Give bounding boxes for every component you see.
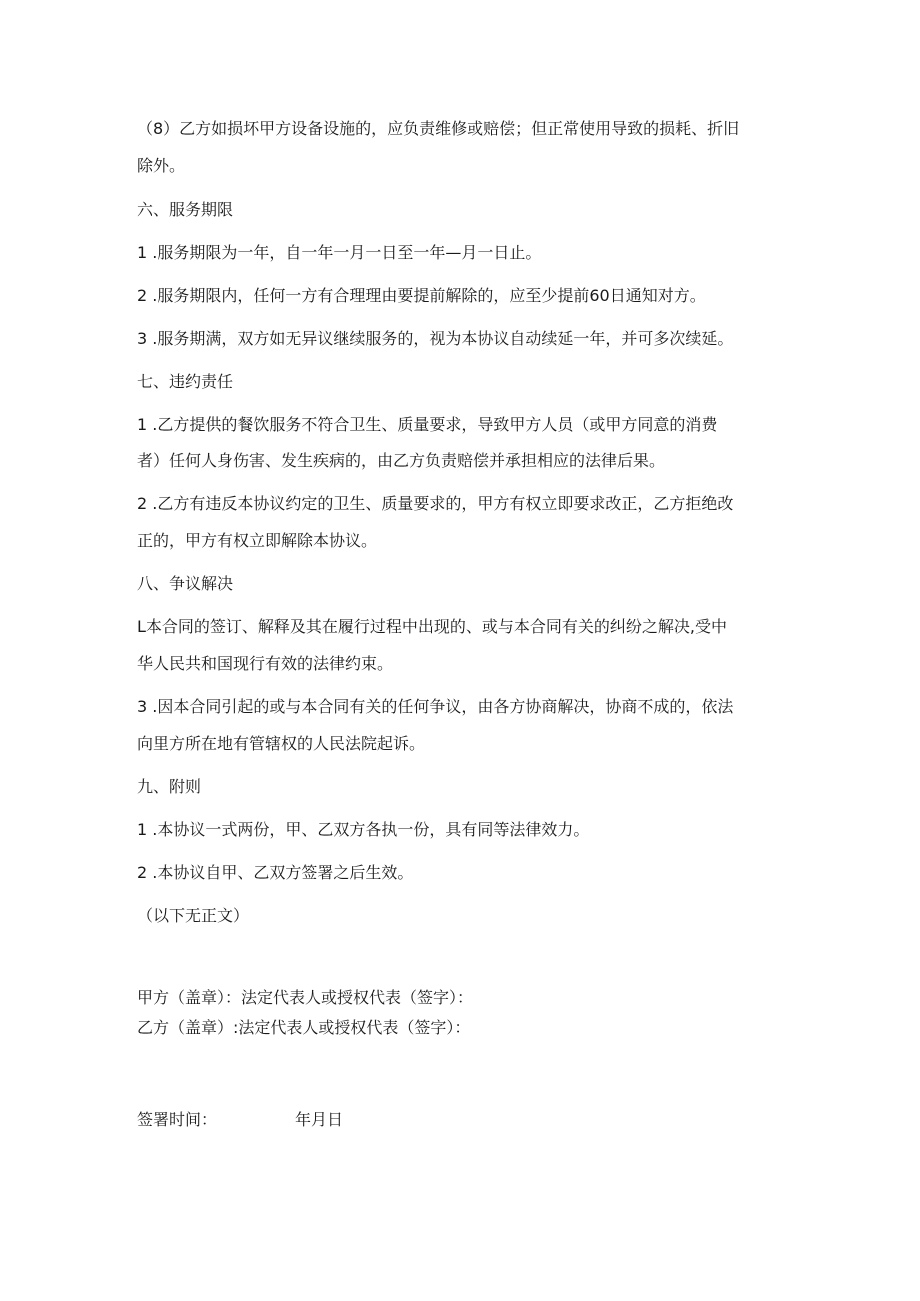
signing-time-line bbox=[137, 1112, 343, 1128]
section-8-title: 八、争议解决 bbox=[137, 574, 234, 593]
section-6-item-2: 2 .服务期限内，任何一方有合理理由要提前解除的，应至少提前60日通知对方。 bbox=[137, 286, 706, 305]
signing-time-label: 签署时间： bbox=[137, 1110, 218, 1129]
section-6-item-3: 3 .服务期满，双方如无异议继续服务的，视为本协议自动续延一年，并可多次续延。 bbox=[137, 329, 734, 348]
party-b-signature-line: 乙方（盖章）:法定代表人或授权代表（签字）： bbox=[137, 1018, 471, 1037]
signing-time-value: 年月日 bbox=[295, 1110, 344, 1129]
section-8-item-3-line-2: 向里方所在地有管辖权的人民法院起诉。 bbox=[137, 734, 426, 753]
section-9-item-1: 1 .本协议一式两份，甲、乙双方各执一份，具有同等法律效力。 bbox=[137, 820, 590, 839]
section-6-title: 六、服务期限 bbox=[137, 200, 234, 219]
section-7-title: 七、违约责任 bbox=[137, 372, 234, 391]
section-7-item-2-line-2: 正的，甲方有权立即解除本协议。 bbox=[137, 531, 378, 550]
clause-8-line-1: （8）乙方如损坏甲方设备设施的，应负责维修或赔偿；但正常使用导致的损耗、折旧 bbox=[137, 119, 740, 138]
section-7-item-1-line-2: 者）任何人身伤害、发生疾病的，由乙方负责赔偿并承担相应的法律后果。 bbox=[137, 451, 666, 470]
section-8-item-1-line-2: 华人民共和国现行有效的法律约束。 bbox=[137, 654, 394, 673]
section-7-item-1-line-1: 1 .乙方提供的餐饮服务不符合卫生、质量要求，导致甲方人员（或甲方同意的消费 bbox=[137, 415, 718, 434]
section-9-item-2: 2 .本协议自甲、乙双方签署之后生效。 bbox=[137, 863, 414, 882]
party-a-signature-line: 甲方（盖章）：法定代表人或授权代表（签字）： bbox=[137, 988, 474, 1007]
section-8-item-3-line-1: 3 .因本合同引起的或与本合同有关的任何争议，由各方协商解决，协商不成的，依法 bbox=[137, 697, 734, 716]
section-7-item-2-line-1: 2 .乙方有违反本协议约定的卫生、质量要求的，甲方有权立即要求改正，乙方拒绝改 bbox=[137, 494, 734, 513]
clause-8-line-2: 除外。 bbox=[137, 156, 186, 175]
section-8-item-1-line-1: L本合同的签订、解释及其在履行过程中出现的、或与本合同有关的纠纷之解决,受中 bbox=[137, 617, 728, 636]
section-9-title: 九、附则 bbox=[137, 777, 202, 796]
end-note: （以下无正文） bbox=[137, 906, 250, 925]
section-6-item-1: 1 .服务期限为一年，自一年一月一日至一年—月一日止。 bbox=[137, 243, 542, 262]
